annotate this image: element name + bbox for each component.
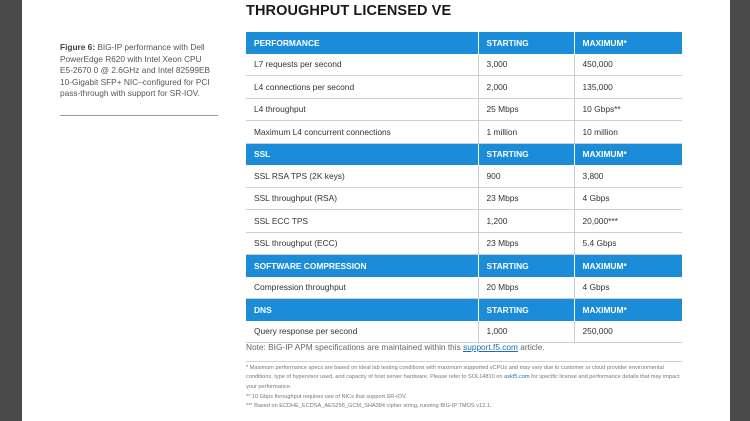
starting-value: 23 Mbps xyxy=(478,187,574,210)
column-header-category: DNS xyxy=(246,299,478,321)
table-row xyxy=(246,54,682,76)
column-header-maximum: MAXIMUM* xyxy=(574,255,682,277)
column-header-category: PERFORMANCE xyxy=(246,32,478,54)
right-viewer-edge xyxy=(730,0,750,421)
metric-label: SSL throughput (ECC) xyxy=(246,232,478,255)
metric-label: SSL ECC TPS xyxy=(246,210,478,233)
maximum-value: 10 million xyxy=(574,121,682,144)
askf5-link[interactable]: askf5.com xyxy=(504,374,530,381)
column-header-maximum: MAXIMUM* xyxy=(574,32,682,54)
table-row xyxy=(246,98,682,121)
column-header-maximum: MAXIMUM* xyxy=(574,143,682,165)
maximum-value: 20,000*** xyxy=(574,210,682,233)
table-row xyxy=(246,187,682,210)
starting-value: 1 million xyxy=(478,121,574,144)
maximum-value: 3,800 xyxy=(574,165,682,187)
figure-caption-text: BIG-IP performance with Dell PowerEdge R620 with Intel Xeon CPU E5-2670 0 @ 2.6GHz and Intel 82599EB 10-Gigabit SFP+ NIC–configured for PCI pass-through with support for SR-IOV. xyxy=(60,42,211,99)
footnote-divider xyxy=(246,361,682,362)
starting-value: 2,000 xyxy=(478,76,574,99)
metric-label: L4 connections per second xyxy=(246,76,478,99)
maximum-value: 5.4 Gbps xyxy=(574,232,682,255)
metric-label: L4 throughput xyxy=(246,98,478,121)
column-header-category: SSL xyxy=(246,143,478,165)
maximum-value: 450,000 xyxy=(574,54,682,76)
starting-value: 1,200 xyxy=(478,210,574,233)
table-row xyxy=(246,210,682,233)
footnote-2: ** 10 Gbps throughput requires use of NICs that support SR-IOV. xyxy=(246,394,407,400)
starting-value: 1,000 xyxy=(478,321,574,343)
left-viewer-edge xyxy=(0,0,22,421)
caption-divider xyxy=(60,115,218,116)
maximum-value: 4 Gbps xyxy=(574,277,682,299)
footnote-3: *** Based on ECDHE_ECDSA_AES256_GCM_SHA384 cipher string, running BIG-IP TMOS v12.1. xyxy=(246,403,492,409)
table-row xyxy=(246,232,682,255)
maximum-value: 4 Gbps xyxy=(574,187,682,210)
figure-caption xyxy=(60,42,220,100)
footnote-1-text: * Maximum performance specs are based on ideal lab testing conditions with maximum supported vCPUs and may vary due to customer or cloud provider environmental conditions, type of hypervisor used, and capacity of host server hardware. Please refer to SOL14810 on xyxy=(246,365,664,381)
column-header-category: SOFTWARE COMPRESSION xyxy=(246,255,478,277)
column-header-starting: STARTING xyxy=(478,299,574,321)
table-row xyxy=(246,321,682,343)
table-row xyxy=(246,76,682,99)
metric-label: Query response per second xyxy=(246,321,478,343)
column-header-maximum: MAXIMUM* xyxy=(574,299,682,321)
column-header-starting: STARTING xyxy=(478,255,574,277)
table-section-header-dns xyxy=(246,299,682,321)
table-section-header-ssl xyxy=(246,143,682,165)
starting-value: 23 Mbps xyxy=(478,232,574,255)
metric-label: Compression throughput xyxy=(246,277,478,299)
starting-value: 25 Mbps xyxy=(478,98,574,121)
table-row xyxy=(246,121,682,144)
support-link[interactable]: support.f5.com xyxy=(463,342,518,352)
throughput-table xyxy=(246,32,682,343)
table-section-header-software-compression xyxy=(246,255,682,277)
footnote-1 xyxy=(246,364,686,392)
maximum-value: 135,000 xyxy=(574,76,682,99)
apm-note xyxy=(246,342,545,352)
column-header-starting: STARTING xyxy=(478,143,574,165)
page-title: THROUGHPUT LICENSED VE xyxy=(246,3,452,19)
maximum-value: 250,000 xyxy=(574,321,682,343)
column-header-starting: STARTING xyxy=(478,32,574,54)
starting-value: 3,000 xyxy=(478,54,574,76)
figure-label: Figure 6: xyxy=(60,42,96,52)
metric-label: SSL throughput (RSA) xyxy=(246,187,478,210)
starting-value: 20 Mbps xyxy=(478,277,574,299)
starting-value: 900 xyxy=(478,165,574,187)
metric-label: SSL RSA TPS (2K keys) xyxy=(246,165,478,187)
table-row xyxy=(246,277,682,299)
footnote-1-text-end: for specific license and performance details that may impact your performance. xyxy=(246,374,680,390)
table-row xyxy=(246,165,682,187)
note-text: Note: BIG-IP APM specifications are maintained within this xyxy=(246,342,464,352)
metric-label: L7 requests per second xyxy=(246,54,478,76)
table-section-header-performance xyxy=(246,32,682,54)
note-text-end: article. xyxy=(517,342,545,352)
metric-label: Maximum L4 concurrent connections xyxy=(246,121,478,144)
maximum-value: 10 Gbps** xyxy=(574,98,682,121)
